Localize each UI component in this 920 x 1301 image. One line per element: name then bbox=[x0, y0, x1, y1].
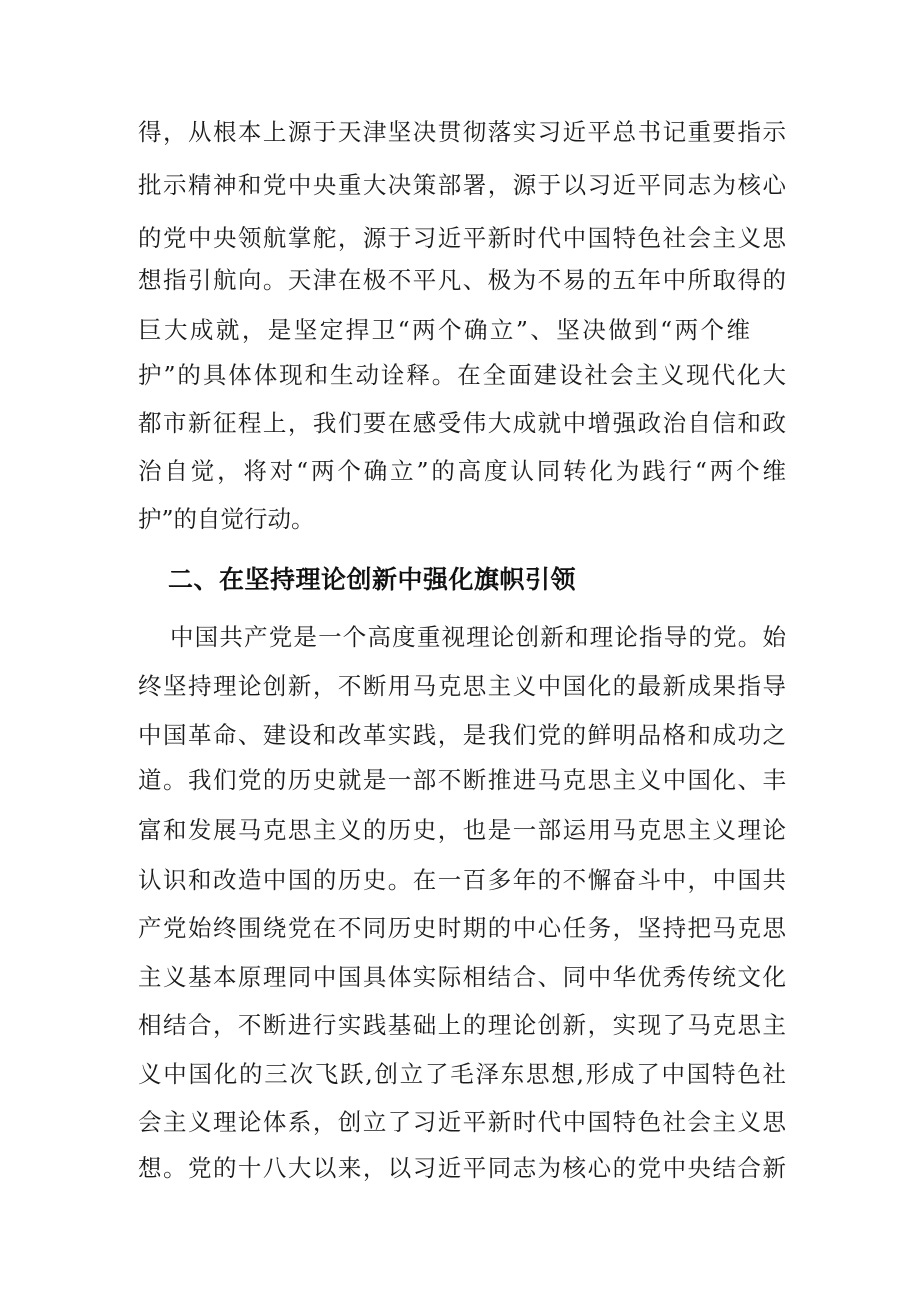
paragraph-1-line-6: 护”的具体体现和生动诠释。在全面建设社会主义现代化大 bbox=[138, 361, 786, 389]
paragraph-2-line-9: 相结合，不断进行实践基础上的理论创新，实现了马克思主 bbox=[138, 1011, 786, 1039]
paragraph-2-line-7: 产党始终围绕党在不同历史时期的中心任务，坚持把马克思 bbox=[138, 914, 786, 942]
paragraph-2-line-6: 认识和改造中国的历史。在一百多年的不懈奋斗中，中国共 bbox=[138, 866, 786, 894]
paragraph-2-line-5: 富和发展马克思主义的历史，也是一部运用马克思主义理论 bbox=[138, 816, 786, 844]
section-heading: 二、在坚持理论创新中强化旗帜引领 bbox=[168, 565, 577, 594]
paragraph-1-line-9: 护”的自觉行动。 bbox=[138, 505, 315, 533]
paragraph-2-line-10: 义中国化的三次飞跃,创立了毛泽东思想,形成了中国特色社 bbox=[138, 1060, 786, 1088]
paragraph-2-line-8: 主义基本原理同中国具体实际相结合、同中华优秀传统文化 bbox=[138, 963, 786, 991]
paragraph-1-line-4: 想指引航向。天津在极不平凡、极为不易的五年中所取得的 bbox=[138, 266, 786, 294]
paragraph-2-line-11: 会主义理论体系，创立了习近平新时代中国特色社会主义思 bbox=[138, 1108, 786, 1136]
paragraph-1-line-2: 批示精神和党中央重大决策部署，源于以习近平同志为核心 bbox=[138, 171, 786, 199]
paragraph-2-line-4: 道。我们党的历史就是一部不断推进马克思主义中国化、丰 bbox=[138, 766, 786, 794]
paragraph-1-line-3: 的党中央领航掌舵，源于习近平新时代中国特色社会主义思 bbox=[138, 224, 786, 252]
paragraph-2-line-12: 想。党的十八大以来，以习近平同志为核心的党中央结合新 bbox=[138, 1154, 786, 1182]
paragraph-1-line-8: 治自觉，将对“两个确立”的高度认同转化为践行“两个维 bbox=[138, 457, 786, 485]
paragraph-1-line-7: 都市新征程上，我们要在感受伟大成就中增强政治自信和政 bbox=[138, 409, 786, 437]
paragraph-1-line-5: 巨大成就，是坚定捍卫“两个确立”、坚决做到“两个维 bbox=[138, 316, 750, 344]
paragraph-2-line-2: 终坚持理论创新，不断用马克思主义中国化的最新成果指导 bbox=[138, 672, 786, 700]
paragraph-1-line-1: 得，从根本上源于天津坚决贯彻落实习近平总书记重要指示 bbox=[138, 118, 786, 146]
paragraph-2-line-1: 中国共产党是一个高度重视理论创新和理论指导的党。始 bbox=[170, 623, 786, 651]
paragraph-2-line-3: 中国革命、建设和改革实践，是我们党的鲜明品格和成功之 bbox=[138, 721, 786, 749]
